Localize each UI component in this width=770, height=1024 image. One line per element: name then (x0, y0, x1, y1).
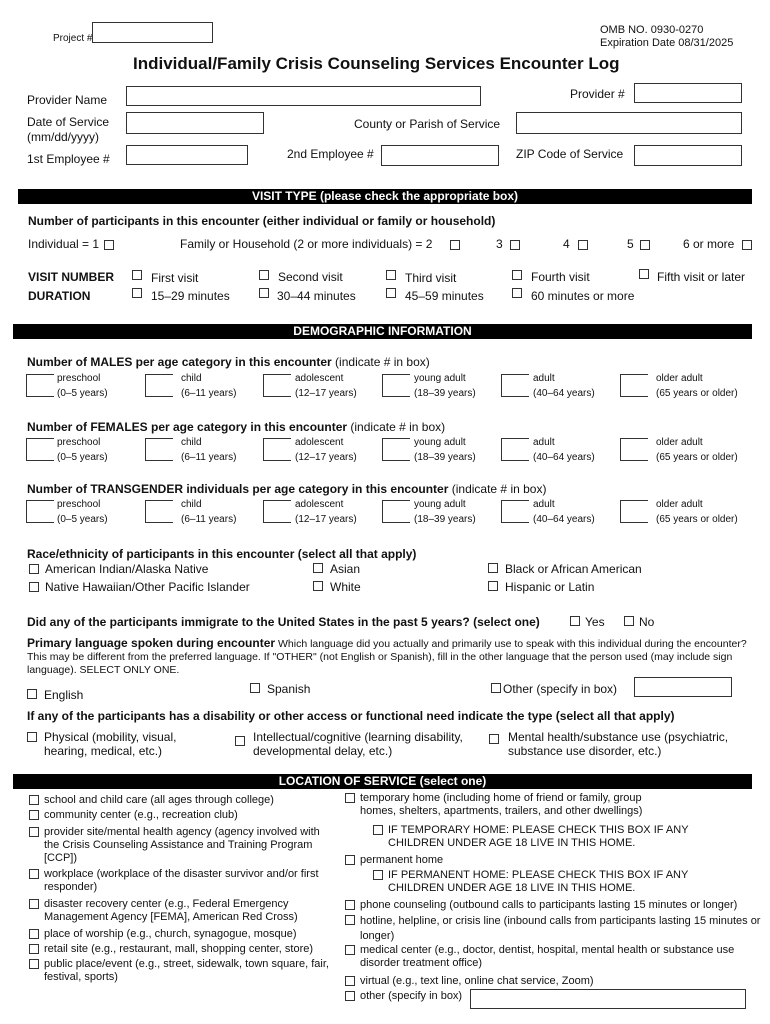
age-range: (12–17 years) (295, 452, 357, 463)
second-visit-label: Second visit (278, 270, 343, 284)
trans-young-adult-input[interactable] (382, 500, 410, 523)
age-label: adult (533, 499, 555, 510)
loc-temp-children-checkbox[interactable] (373, 825, 383, 835)
age-label: preschool (57, 437, 101, 448)
age-label: adolescent (295, 373, 344, 384)
county-label: County or Parish of Service (354, 117, 501, 131)
immigrate-question: Did any of the participants immigrate to the United States in the past 5 years? (select one) (27, 615, 540, 629)
zip-input[interactable] (634, 145, 742, 166)
age-label: adult (533, 437, 555, 448)
transgender-heading-rest: (indicate # in box) (448, 482, 547, 496)
loc-medical-checkbox[interactable] (345, 945, 355, 955)
language-question (27, 637, 757, 677)
count-3-label: 3 (496, 237, 503, 251)
language-spanish-checkbox[interactable] (250, 683, 260, 693)
fourth-visit-checkbox[interactable] (512, 270, 522, 280)
count-6-checkbox[interactable] (742, 240, 752, 250)
age-range: (40–64 years) (533, 452, 595, 463)
omb-number: OMB NO. 0930-0270 (600, 24, 704, 36)
loc-virtual-checkbox[interactable] (345, 976, 355, 986)
age-range: (18–39 years) (414, 514, 476, 525)
count-4-checkbox[interactable] (578, 240, 588, 250)
immigrate-no-label: No (639, 615, 655, 629)
age-range: (0–5 years) (57, 388, 108, 399)
employee2-label: 2nd Employee # (287, 147, 374, 161)
language-other-label: Other (specify in box) (503, 682, 618, 696)
count-3-checkbox[interactable] (510, 240, 520, 250)
language-english-checkbox[interactable] (27, 689, 37, 699)
males-heading-rest: (indicate # in box) (331, 355, 430, 369)
count-6-label: 6 or more (683, 237, 735, 251)
age-label: adolescent (295, 437, 344, 448)
disability-mental-health-label: Mental health/substance use (psychiatric, substance use disorder, etc.) (508, 730, 729, 758)
loc-perm-home-checkbox[interactable] (345, 855, 355, 865)
transgender-heading-bold: Number of TRANSGENDER individuals per age category in this encounter (27, 482, 449, 496)
race-hispanic-checkbox[interactable] (488, 581, 498, 591)
age-range: (65 years or older) (656, 388, 738, 399)
age-range: (40–64 years) (533, 514, 595, 525)
race-asian-checkbox[interactable] (313, 563, 323, 573)
family-checkbox[interactable] (450, 240, 460, 250)
provider-number-input[interactable] (634, 83, 742, 103)
family-label: Family or Household (2 or more individuals) = 2 (180, 237, 433, 251)
fifth-visit-checkbox[interactable] (639, 269, 649, 279)
participants-heading: Number of participants in this encounter (either individual or family or household) (28, 214, 496, 228)
duration-label: DURATION (28, 289, 91, 303)
age-range: (6–11 years) (181, 514, 237, 525)
loc-hotline-checkbox[interactable] (345, 915, 355, 925)
age-label: child (181, 373, 202, 384)
duration-15-checkbox[interactable] (132, 288, 142, 298)
visit-type-bar: VISIT TYPE (please check the appropriate box) (18, 189, 752, 204)
project-label: Project # (53, 33, 93, 44)
race-asian-label: Asian (330, 562, 361, 576)
age-label: older adult (656, 499, 703, 510)
female-young-adult-input[interactable] (382, 438, 410, 461)
age-label: adult (533, 373, 555, 384)
age-range: (6–11 years) (181, 452, 237, 463)
expiration-date: Expiration Date 08/31/2025 (600, 37, 734, 49)
employee1-label: 1st Employee # (27, 152, 110, 166)
county-input[interactable] (516, 112, 742, 134)
age-label: older adult (656, 437, 703, 448)
age-label: older adult (656, 373, 703, 384)
individual-label: Individual = 1 (28, 237, 100, 251)
location-bar: LOCATION OF SERVICE (select one) (13, 774, 752, 789)
age-range: (18–39 years) (414, 388, 476, 399)
duration-15-label: 15–29 minutes (151, 289, 230, 303)
loc-disaster-center-checkbox[interactable] (29, 899, 39, 909)
project-number-input[interactable] (92, 22, 213, 43)
age-label: young adult (414, 437, 466, 448)
male-young-adult-input[interactable] (382, 374, 410, 397)
females-heading (27, 420, 445, 434)
language-heading-bold: Primary language spoken during encounter (27, 636, 276, 650)
female-older-adult-input[interactable] (620, 438, 648, 461)
age-label: preschool (57, 373, 101, 384)
age-label: child (181, 437, 202, 448)
age-range: (18–39 years) (414, 452, 476, 463)
race-american-indian-checkbox[interactable] (29, 564, 39, 574)
provider-name-label: Provider Name (27, 93, 108, 107)
age-range: (40–64 years) (533, 388, 595, 399)
age-range: (12–17 years) (295, 514, 357, 525)
age-range: (0–5 years) (57, 452, 108, 463)
page-title: Individual/Family Crisis Counseling Services Encounter Log (133, 54, 620, 73)
count-5-checkbox[interactable] (640, 240, 650, 250)
race-pacific-islander-label: Native Hawaiian/Other Pacific Islander (45, 580, 250, 594)
age-label: child (181, 499, 202, 510)
female-preschool-input[interactable] (26, 438, 54, 461)
duration-60-checkbox[interactable] (512, 288, 522, 298)
language-other-checkbox[interactable] (491, 683, 501, 693)
loc-community-checkbox[interactable] (29, 810, 39, 820)
loc-phone-label: phone counseling (outbound calls to participants lasting 15 minutes or longer) (360, 899, 738, 911)
age-range: (12–17 years) (295, 388, 357, 399)
age-label: young adult (414, 373, 466, 384)
duration-30-label: 30–44 minutes (277, 289, 356, 303)
count-4-label: 4 (563, 237, 570, 251)
employee1-input[interactable] (126, 145, 248, 165)
race-white-label: White (330, 580, 361, 594)
trans-preschool-input[interactable] (26, 500, 54, 523)
disability-intellectual-checkbox[interactable] (235, 736, 245, 746)
disability-physical-checkbox[interactable] (27, 732, 37, 742)
age-range: (0–5 years) (57, 514, 108, 525)
loc-community-label: community center (e.g., recreation club) (44, 809, 238, 821)
duration-45-checkbox[interactable] (386, 288, 396, 298)
loc-perm-home-label: permanent home (360, 854, 444, 866)
age-label: preschool (57, 499, 101, 510)
female-adult-input[interactable] (501, 438, 529, 461)
race-pacific-islander-checkbox[interactable] (29, 582, 39, 592)
immigrate-yes-checkbox[interactable] (570, 616, 580, 626)
immigrate-no-checkbox[interactable] (624, 616, 634, 626)
individual-checkbox[interactable] (104, 240, 114, 250)
loc-public-place-label: public place/event (e.g., street, sidewalk, town square, fair, festival, sports) (44, 958, 329, 983)
loc-public-place-checkbox[interactable] (29, 959, 39, 969)
loc-workplace-label: workplace (workplace of the disaster survivor and/or first responder) (44, 868, 319, 893)
demographic-bar: DEMOGRAPHIC INFORMATION (13, 324, 752, 339)
age-range: (6–11 years) (181, 388, 237, 399)
loc-worship-label: place of worship (e.g., church, synagogue, mosque) (44, 928, 297, 940)
date-of-service-input[interactable] (126, 112, 264, 134)
male-child-input[interactable] (145, 374, 173, 397)
race-black-checkbox[interactable] (488, 563, 498, 573)
third-visit-checkbox[interactable] (386, 270, 396, 280)
second-visit-checkbox[interactable] (259, 270, 269, 280)
disability-mental-health-checkbox[interactable] (489, 734, 499, 744)
loc-hotline-label: hotline, helpline, or crisis line (inbound calls from participants lasting 15 minutes or longer) (360, 915, 761, 942)
immigrate-yes-label: Yes (585, 615, 605, 629)
loc-provider-site-label: provider site/mental health agency (agency involved with the Crisis Counseling Assistance and Training Program [CCP]) (44, 826, 320, 864)
employee2-input[interactable] (381, 145, 499, 166)
duration-30-checkbox[interactable] (259, 288, 269, 298)
provider-number-label: Provider # (570, 87, 625, 101)
females-heading-rest: (indicate # in box) (347, 420, 446, 434)
race-black-label: Black or African American (505, 562, 642, 576)
males-heading-bold: Number of MALES per age category in this encounter (27, 355, 332, 369)
males-heading (27, 355, 430, 369)
females-heading-bold: Number of FEMALES per age category in this encounter (27, 420, 348, 434)
loc-retail-checkbox[interactable] (29, 944, 39, 954)
age-label: young adult (414, 499, 466, 510)
loc-medical-label: medical center (e.g., doctor, dentist, hospital, mental health or substance use disorder treatment office) (360, 944, 735, 969)
age-range: (65 years or older) (656, 514, 738, 525)
third-visit-label: Third visit (405, 271, 457, 285)
loc-disaster-center-label: disaster recovery center (e.g., Federal Emergency Management Agency [FEMA], American Red Cross) (44, 898, 298, 923)
transgender-heading (27, 482, 546, 496)
race-heading: Race/ethnicity of participants in this encounter (select all that apply) (27, 547, 417, 561)
language-instructions: Which language did you actually and primarily use to speak with this individual during the encounter? This may be different from the preferred language. If "OTHER" (not English or Spanish), fill in the other language that the person used (may include sign language). SELECT ONLY ONE. (27, 638, 747, 676)
loc-temp-children-label: IF TEMPORARY HOME: PLEASE CHECK THIS BOX IF ANY CHILDREN UNDER AGE 18 LIVE IN THIS HOME. (388, 824, 689, 849)
trans-child-input[interactable] (145, 500, 173, 523)
trans-adult-input[interactable] (501, 500, 529, 523)
visit-number-label: VISIT NUMBER (28, 270, 115, 284)
loc-retail-label: retail site (e.g., restaurant, mall, shopping center, store) (44, 943, 314, 955)
provider-name-input[interactable] (126, 86, 481, 106)
first-visit-label: First visit (151, 271, 199, 285)
disability-heading: If any of the participants has a disability or other access or functional need indicate the type (select all that apply) (27, 709, 675, 723)
first-visit-checkbox[interactable] (132, 270, 142, 280)
fourth-visit-label: Fourth visit (531, 270, 590, 284)
loc-perm-children-label: IF PERMANENT HOME: PLEASE CHECK THIS BOX IF ANY CHILDREN UNDER AGE 18 LIVE IN THIS HOME. (388, 869, 689, 894)
language-other-input[interactable] (634, 677, 732, 697)
male-adult-input[interactable] (501, 374, 529, 397)
disability-intellectual-label: Intellectual/cognitive (learning disability, developmental delay, etc.) (253, 730, 463, 758)
trans-older-adult-input[interactable] (620, 500, 648, 523)
loc-worship-checkbox[interactable] (29, 929, 39, 939)
count-5-label: 5 (627, 237, 634, 251)
race-american-indian-label: American Indian/Alaska Native (45, 562, 209, 576)
disability-physical-label: Physical (mobility, visual, hearing, medical, etc.) (44, 730, 177, 758)
duration-45-label: 45–59 minutes (405, 289, 484, 303)
male-adolescent-input[interactable] (263, 374, 291, 397)
loc-other-input[interactable] (470, 989, 746, 1009)
fifth-visit-label: Fifth visit or later (657, 270, 746, 284)
female-adolescent-input[interactable] (263, 438, 291, 461)
loc-other-checkbox[interactable] (345, 991, 355, 1001)
language-spanish-label: Spanish (267, 682, 311, 696)
male-older-adult-input[interactable] (620, 374, 648, 397)
loc-virtual-label: virtual (e.g., text line, online chat service, Zoom) (360, 975, 594, 987)
zip-label: ZIP Code of Service (516, 147, 624, 161)
loc-phone-checkbox[interactable] (345, 900, 355, 910)
loc-temp-home-label: temporary home (including home of friend or family, group homes, shelters, apartments, trailers, and other dwellings) (360, 792, 643, 817)
age-label: adolescent (295, 499, 344, 510)
male-preschool-input[interactable] (26, 374, 54, 397)
loc-other-label: other (specify in box) (360, 990, 463, 1002)
trans-adolescent-input[interactable] (263, 500, 291, 523)
loc-temp-home-checkbox[interactable] (345, 793, 355, 803)
age-range: (65 years or older) (656, 452, 738, 463)
date-of-service-label: Date of Service (27, 115, 110, 129)
date-format-hint: (mm/dd/yyyy) (27, 130, 99, 144)
language-english-label: English (44, 688, 84, 702)
loc-provider-site-checkbox[interactable] (29, 827, 39, 837)
loc-school-checkbox[interactable] (29, 795, 39, 805)
female-child-input[interactable] (145, 438, 173, 461)
duration-60-label: 60 minutes or more (531, 289, 635, 303)
race-hispanic-label: Hispanic or Latin (505, 580, 595, 594)
loc-school-label: school and child care (all ages through college) (44, 794, 274, 806)
race-white-checkbox[interactable] (313, 581, 323, 591)
loc-workplace-checkbox[interactable] (29, 869, 39, 879)
loc-perm-children-checkbox[interactable] (373, 870, 383, 880)
